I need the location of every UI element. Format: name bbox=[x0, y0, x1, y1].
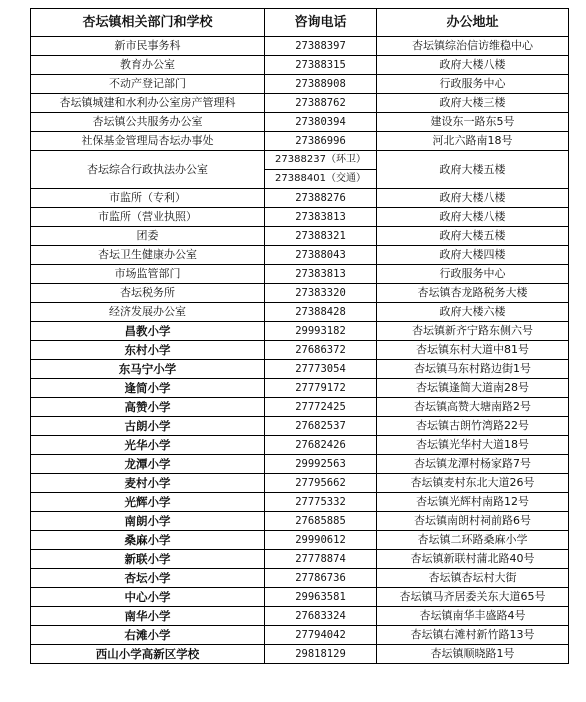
phone-cell: 27388428 bbox=[265, 303, 377, 322]
address-cell: 政府大楼五楼 bbox=[377, 227, 569, 246]
phone-cell: 27773054 bbox=[265, 360, 377, 379]
address-cell: 行政服务中心 bbox=[377, 265, 569, 284]
table-row bbox=[31, 132, 569, 151]
table-row bbox=[31, 512, 569, 531]
department-cell: 杏坛小学 bbox=[31, 569, 265, 588]
table-row bbox=[31, 417, 569, 436]
address-cell: 杏坛镇右滩村新竹路13号 bbox=[377, 626, 569, 645]
table-row bbox=[31, 493, 569, 512]
address-cell: 杏坛镇综治信访维稳中心 bbox=[377, 37, 569, 56]
phone-cell: 27686372 bbox=[265, 341, 377, 360]
phone-cell: 27388043 bbox=[265, 246, 377, 265]
table-row bbox=[31, 360, 569, 379]
header-phone: 咨询电话 bbox=[265, 9, 377, 37]
department-cell: 杏坛税务所 bbox=[31, 284, 265, 303]
department-cell: 光华小学 bbox=[31, 436, 265, 455]
table-row bbox=[31, 341, 569, 360]
department-cell: 中心小学 bbox=[31, 588, 265, 607]
contact-table-sheet bbox=[30, 8, 568, 664]
address-cell: 政府大楼八楼 bbox=[377, 189, 569, 208]
department-cell: 龙潭小学 bbox=[31, 455, 265, 474]
phone-cell: 27388276 bbox=[265, 189, 377, 208]
department-cell: 团委 bbox=[31, 227, 265, 246]
department-cell: 杏坛镇城建和水利办公室房产管理科 bbox=[31, 94, 265, 113]
table-row bbox=[31, 94, 569, 113]
phone-cell: 27795662 bbox=[265, 474, 377, 493]
phone-cell: 27388237（环卫） bbox=[265, 151, 377, 170]
table-row bbox=[31, 151, 569, 170]
phone-cell: 27386996 bbox=[265, 132, 377, 151]
phone-cell: 27388397 bbox=[265, 37, 377, 56]
address-cell: 杏坛镇南华丰盛路4号 bbox=[377, 607, 569, 626]
address-cell: 杏坛镇龙潭村杨家路7号 bbox=[377, 455, 569, 474]
address-cell: 政府大楼八楼 bbox=[377, 56, 569, 75]
table-row bbox=[31, 626, 569, 645]
phone-cell: 27388908 bbox=[265, 75, 377, 94]
address-cell: 杏坛镇杏龙路税务大楼 bbox=[377, 284, 569, 303]
phone-cell: 27779172 bbox=[265, 379, 377, 398]
phone-cell: 29963581 bbox=[265, 588, 377, 607]
address-cell: 杏坛镇二环路桑麻小学 bbox=[377, 531, 569, 550]
contact-table bbox=[30, 8, 569, 664]
table-row bbox=[31, 322, 569, 341]
department-cell: 新市民事务科 bbox=[31, 37, 265, 56]
department-cell: 麦村小学 bbox=[31, 474, 265, 493]
address-cell: 杏坛镇马东村路边街1号 bbox=[377, 360, 569, 379]
header-department: 杏坛镇相关部门和学校 bbox=[31, 9, 265, 37]
phone-cell: 29993182 bbox=[265, 322, 377, 341]
table-row bbox=[31, 265, 569, 284]
phone-cell: 27772425 bbox=[265, 398, 377, 417]
table-row bbox=[31, 436, 569, 455]
phone-cell: 27682426 bbox=[265, 436, 377, 455]
address-cell: 政府大楼四楼 bbox=[377, 246, 569, 265]
department-cell: 东马宁小学 bbox=[31, 360, 265, 379]
phone-cell: 27388321 bbox=[265, 227, 377, 246]
department-cell: 桑麻小学 bbox=[31, 531, 265, 550]
address-cell: 行政服务中心 bbox=[377, 75, 569, 94]
address-cell: 杏坛镇新联村蒲北路40号 bbox=[377, 550, 569, 569]
department-cell: 教育办公室 bbox=[31, 56, 265, 75]
address-cell: 政府大楼六楼 bbox=[377, 303, 569, 322]
address-cell: 杏坛镇东村大道中81号 bbox=[377, 341, 569, 360]
table-row bbox=[31, 474, 569, 493]
table-row bbox=[31, 379, 569, 398]
department-cell: 昌教小学 bbox=[31, 322, 265, 341]
table-row bbox=[31, 75, 569, 94]
table-row bbox=[31, 37, 569, 56]
address-cell: 政府大楼五楼 bbox=[377, 151, 569, 189]
address-cell: 杏坛镇南朗村祠前路6号 bbox=[377, 512, 569, 531]
address-cell: 杏坛镇顺晓路1号 bbox=[377, 645, 569, 664]
phone-cell: 27388315 bbox=[265, 56, 377, 75]
phone-cell: 27778874 bbox=[265, 550, 377, 569]
table-row bbox=[31, 569, 569, 588]
department-cell: 经济发展办公室 bbox=[31, 303, 265, 322]
phone-cell: 27383813 bbox=[265, 208, 377, 227]
address-cell: 杏坛镇新齐宁路东侧六号 bbox=[377, 322, 569, 341]
department-cell: 高赞小学 bbox=[31, 398, 265, 417]
table-row bbox=[31, 607, 569, 626]
address-cell: 杏坛镇马齐居委关东大道65号 bbox=[377, 588, 569, 607]
phone-cell: 29992563 bbox=[265, 455, 377, 474]
table-row bbox=[31, 227, 569, 246]
address-cell: 杏坛镇逢简大道南28号 bbox=[377, 379, 569, 398]
table-row bbox=[31, 56, 569, 75]
table-row bbox=[31, 455, 569, 474]
phone-cell: 27794042 bbox=[265, 626, 377, 645]
address-cell: 河北六路南18号 bbox=[377, 132, 569, 151]
department-cell: 杏坛镇公共服务办公室 bbox=[31, 113, 265, 132]
phone-cell: 27388762 bbox=[265, 94, 377, 113]
department-cell: 古朗小学 bbox=[31, 417, 265, 436]
table-row bbox=[31, 246, 569, 265]
phone-cell: 29818129 bbox=[265, 645, 377, 664]
phone-cell: 27388401（交通） bbox=[265, 170, 377, 189]
phone-cell: 27685885 bbox=[265, 512, 377, 531]
department-cell: 南华小学 bbox=[31, 607, 265, 626]
department-cell: 南朗小学 bbox=[31, 512, 265, 531]
address-cell: 政府大楼八楼 bbox=[377, 208, 569, 227]
address-cell: 杏坛镇高赞大塘南路2号 bbox=[377, 398, 569, 417]
department-cell: 市场监管部门 bbox=[31, 265, 265, 284]
address-cell: 杏坛镇古朗竹湾路22号 bbox=[377, 417, 569, 436]
table-body bbox=[31, 37, 569, 664]
department-cell: 市监所（营业执照） bbox=[31, 208, 265, 227]
address-cell: 建设东一路东5号 bbox=[377, 113, 569, 132]
department-cell: 社保基金管理局杏坛办事处 bbox=[31, 132, 265, 151]
table-row bbox=[31, 398, 569, 417]
department-cell: 市监所（专利） bbox=[31, 189, 265, 208]
phone-cell: 29990612 bbox=[265, 531, 377, 550]
phone-cell: 27775332 bbox=[265, 493, 377, 512]
address-cell: 杏坛镇光华村大道18号 bbox=[377, 436, 569, 455]
table-row bbox=[31, 550, 569, 569]
department-cell: 东村小学 bbox=[31, 341, 265, 360]
table-row bbox=[31, 645, 569, 664]
department-cell: 杏坛卫生健康办公室 bbox=[31, 246, 265, 265]
table-row bbox=[31, 113, 569, 132]
department-cell: 新联小学 bbox=[31, 550, 265, 569]
table-row bbox=[31, 208, 569, 227]
table-row bbox=[31, 531, 569, 550]
department-cell: 右滩小学 bbox=[31, 626, 265, 645]
department-cell: 西山小学高新区学校 bbox=[31, 645, 265, 664]
department-cell: 杏坛综合行政执法办公室 bbox=[31, 151, 265, 189]
address-cell: 杏坛镇麦村东北大道26号 bbox=[377, 474, 569, 493]
address-cell: 政府大楼三楼 bbox=[377, 94, 569, 113]
table-header-row bbox=[31, 9, 569, 37]
table-row bbox=[31, 189, 569, 208]
department-cell: 不动产登记部门 bbox=[31, 75, 265, 94]
phone-cell: 27683324 bbox=[265, 607, 377, 626]
department-cell: 逢简小学 bbox=[31, 379, 265, 398]
phone-cell: 27383813 bbox=[265, 265, 377, 284]
table-row bbox=[31, 284, 569, 303]
phone-cell: 27380394 bbox=[265, 113, 377, 132]
phone-cell: 27383320 bbox=[265, 284, 377, 303]
table-row bbox=[31, 303, 569, 322]
department-cell: 光辉小学 bbox=[31, 493, 265, 512]
table-row bbox=[31, 588, 569, 607]
header-address: 办公地址 bbox=[377, 9, 569, 37]
address-cell: 杏坛镇光辉村南路12号 bbox=[377, 493, 569, 512]
phone-cell: 27786736 bbox=[265, 569, 377, 588]
address-cell: 杏坛镇杏坛村大街 bbox=[377, 569, 569, 588]
phone-cell: 27682537 bbox=[265, 417, 377, 436]
